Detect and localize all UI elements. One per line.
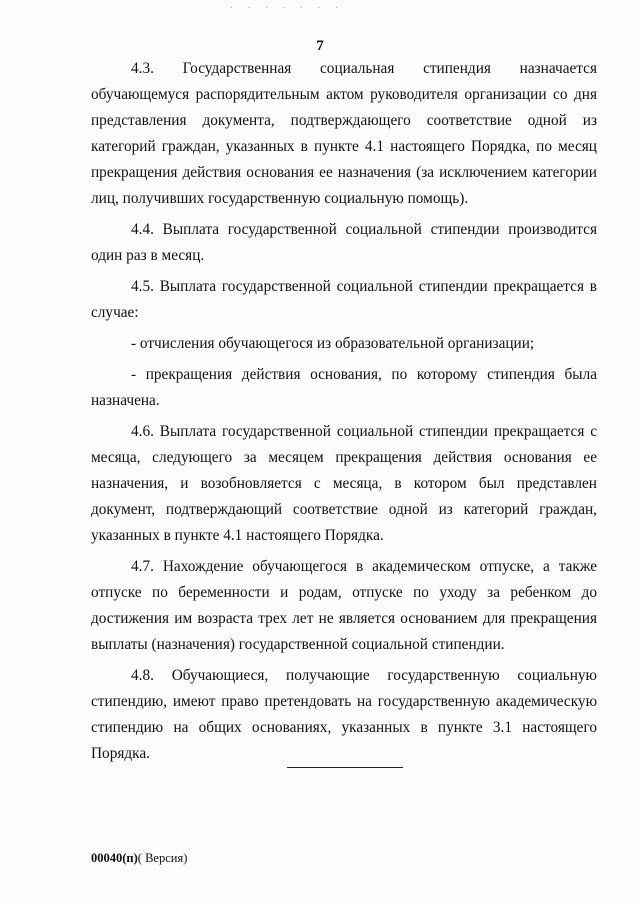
paragraph-4-7: 4.7. Нахождение обучающегося в академическом отпуске, а также отпуске по беременности и родам, отпуске по уходу за ребенком до достижения им возраста трех лет не является основанием для прекращения выплаты (назначения) государственной социальной стипендии.: [91, 558, 597, 653]
list-item-expulsion: - отчисления обучающегося из образовательной организации;: [131, 335, 535, 352]
footer-code: 00040(п): [91, 851, 138, 865]
paragraph-4-4: 4.4. Выплата государственной социальной стипендии производится один раз в месяц.: [91, 221, 597, 264]
list-item-termination: - прекращения действия основания, по которому стипендия была назначена.: [91, 366, 597, 409]
paragraph-4-5: 4.5. Выплата государственной социальной стипендии прекращается в случае:: [91, 278, 597, 321]
scan-artifact-marks: · · · · · · ·: [230, 2, 344, 12]
paragraph-4-6: 4.6. Выплата государственной социальной стипендии прекращается с месяца, следующего за месяцем прекращения действия основания ее назначения, и возобновляется с месяца, в котором был представлен документ, подтверждающий соответствие одной из категорий граждан, указанных в пункте 4.1 настоящего Порядка.: [91, 423, 597, 544]
document-footer: [91, 851, 187, 866]
document-body: [91, 56, 597, 772]
page-number: 7: [316, 38, 324, 54]
end-divider-line: [287, 767, 403, 768]
footer-version: ( Версия): [137, 851, 188, 865]
paragraph-4-8: 4.8. Обучающиеся, получающие государственную социальную стипендию, имеют право претендовать на государственную академическую стипендию на общих основаниях, указанных в пункте 3.1 настоящего Порядка.: [91, 667, 597, 762]
paragraph-4-3: 4.3. Государственная социальная стипендия назначается обучающемуся распорядительным актом руководителя организации со дня представления документа, подтверждающего соответствие одной из категорий граждан, указанных в пункте 4.1 настоящего Порядка, по месяц прекращения действия основания ее назначения (за исключением категории лиц, получивших государственную социальную помощь).: [91, 60, 597, 207]
